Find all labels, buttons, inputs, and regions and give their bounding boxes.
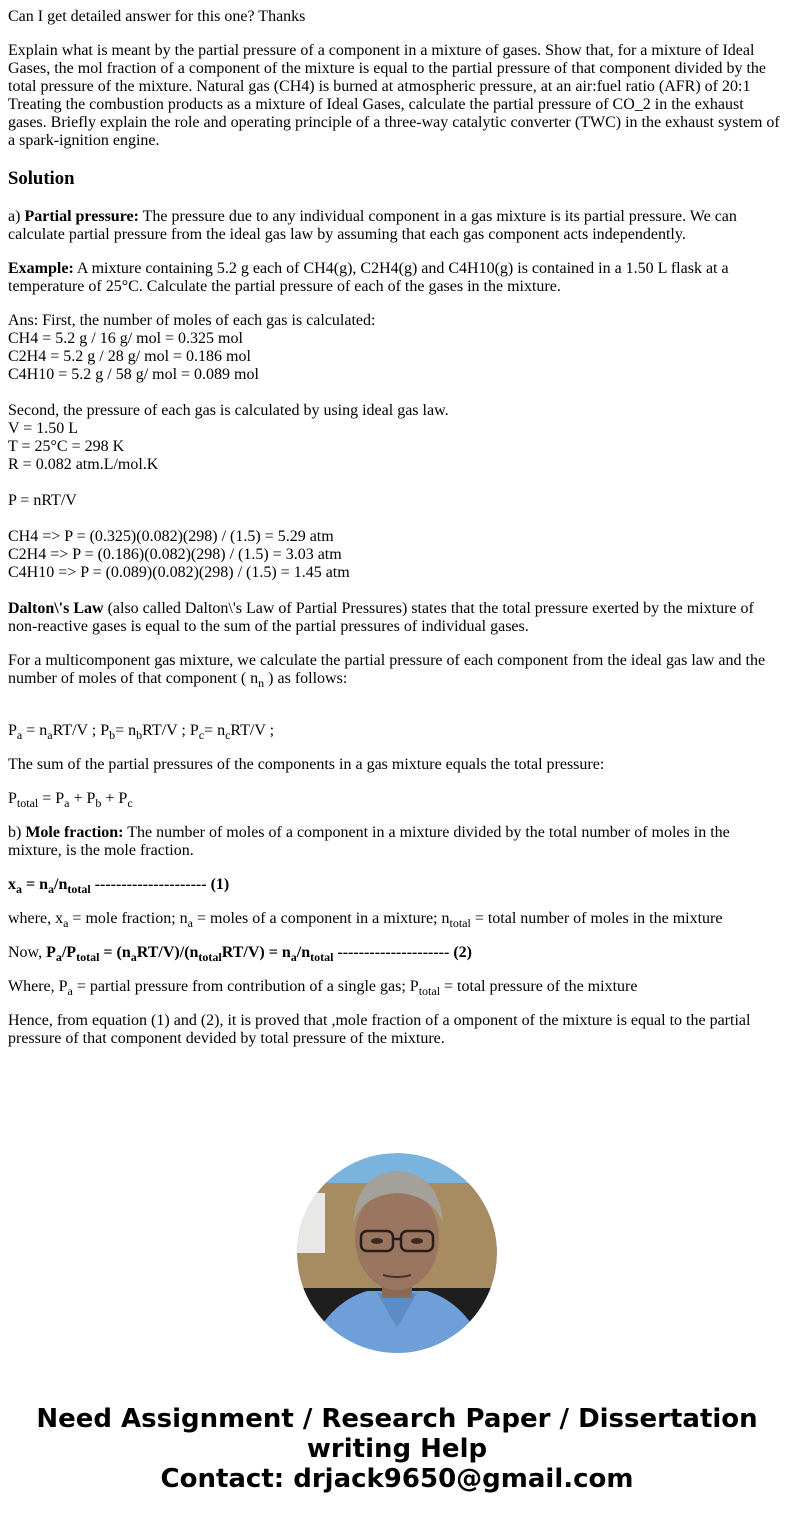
partial-pressure-equations: $P_a = n_aRT/V$ ; $P_b= n_bRT/V$ ; $P_c= n_cRT/V$ ;: [8, 722, 275, 742]
ideal-gas-formula: P = nRT/V: [8, 492, 77, 509]
equation-1: $x_a = n_a/n_{total}$ --------------------- (1): [8, 876, 230, 896]
promo-line-1: Need Assignment / Research Paper / Dissertation: [36, 1404, 758, 1434]
part-b-definition: b) Mole fraction: The number of moles of a component in a mixture divided by the total number of moles in the mixture, is the mole fraction.: [8, 824, 730, 859]
example-paragraph: Example: A mixture containing 5.2 g each of CH4(g), C2H4(g) and C4H10(g) is contained in a 1.50 L flask at a temperature of 25°C. Calculate the partial pressure of each of the gases in the mixture.: [8, 260, 729, 295]
promo-line-2: writing Help: [306, 1434, 488, 1464]
author-avatar: [297, 1153, 497, 1353]
answer-pressures: CH4 => P = (0.325)(0.082)(298) / (1.5) = 5.29 atm C2H4 => P = (0.186)(0.082)(298) / (1.5) = 3.03 atm C4H10 => P = (0.089)(0.082)(298) / (1.5) = 1.45 atm: [8, 528, 350, 581]
promo-contact: Contact: drjack9650@gmail.com: [160, 1464, 634, 1494]
multicomponent-paragraph: For a multicomponent gas mixture, we calculate the partial pressure of each component from the ideal gas law and the number of moles of that component ( $n_n$ ) as follows:: [8, 652, 766, 690]
promo-footer: [0, 1404, 794, 1494]
sum-statement: The sum of the partial pressures of the components in a gas mixture equals the total pressure:: [8, 756, 605, 773]
question-intro: Can I get detailed answer for this one? Thanks: [8, 8, 306, 25]
equation-2-legend: Where, $P_a$ = partial pressure from contribution of a single gas; $P_{total}$ = total pressure of the mixture: [8, 978, 638, 998]
solution-heading: Solution: [8, 168, 75, 189]
question-body: Explain what is meant by the partial pressure of a component in a mixture of gases. Show that, for a mixture of Ideal Gases, the mol fraction of a component of the mixture is equal to the partial pressure of that component divided by the total pressure of the mixture. Natural gas (CH4) is burned at atmospheric pressure, at an air:fuel ratio (AFR) of 20:1 Treating the combustion products as a mixture of Ideal Gases, calculate the partial pressure of CO_2 in the exhaust gases. Briefly explain the role and operating principle of a three-way catalytic converter (TWC) in the exhaust system of a spark-ignition engine.: [8, 42, 780, 149]
answer-moles: Ans: First, the number of moles of each gas is calculated: CH4 = 5.2 g / 16 g/ mol = 0.325 mol C2H4 = 5.2 g / 28 g/ mol = 0.186 mol C4H10 = 5.2 g / 58 g/ mol = 0.089 mol: [8, 312, 376, 383]
equation-1-legend: where, $x_a$ = mole fraction; $n_a$ = moles of a component in a mixture; $n_{total}$ = total number of moles in the mixture: [8, 910, 723, 930]
daltons-law-paragraph: Dalton\'s Law (also called Dalton\'s Law of Partial Pressures) states that the total pressure exerted by the mixture of non-reactive gases is equal to the sum of the partial pressures of individual gases.: [8, 600, 754, 635]
conclusion: Hence, from equation (1) and (2), it is proved that ,mole fraction of a omponent of the mixture is equal to the partial pressure of that component devided by total pressure of the mixture.: [8, 1012, 751, 1047]
part-a-definition: a) Partial pressure: The pressure due to any individual component in a gas mixture is its partial pressure. We can calculate partial pressure from the ideal gas law by assuming that each gas component acts independently.: [8, 208, 737, 243]
equation-2: Now, $P_a/P_{total} = (n_aRT/V)/(n_{total}RT/V) = n_a/n_{total}$ --------------------- (2): [8, 944, 472, 964]
answer-conditions: Second, the pressure of each gas is calculated by using ideal gas law. V = 1.50 L T = 25°C = 298 K R = 0.082 atm.L/mol.K: [8, 402, 449, 473]
author-portrait-icon: [297, 1153, 497, 1353]
total-pressure-equation: $P_{total} = P_a + P_b + P_c$: [8, 790, 133, 810]
